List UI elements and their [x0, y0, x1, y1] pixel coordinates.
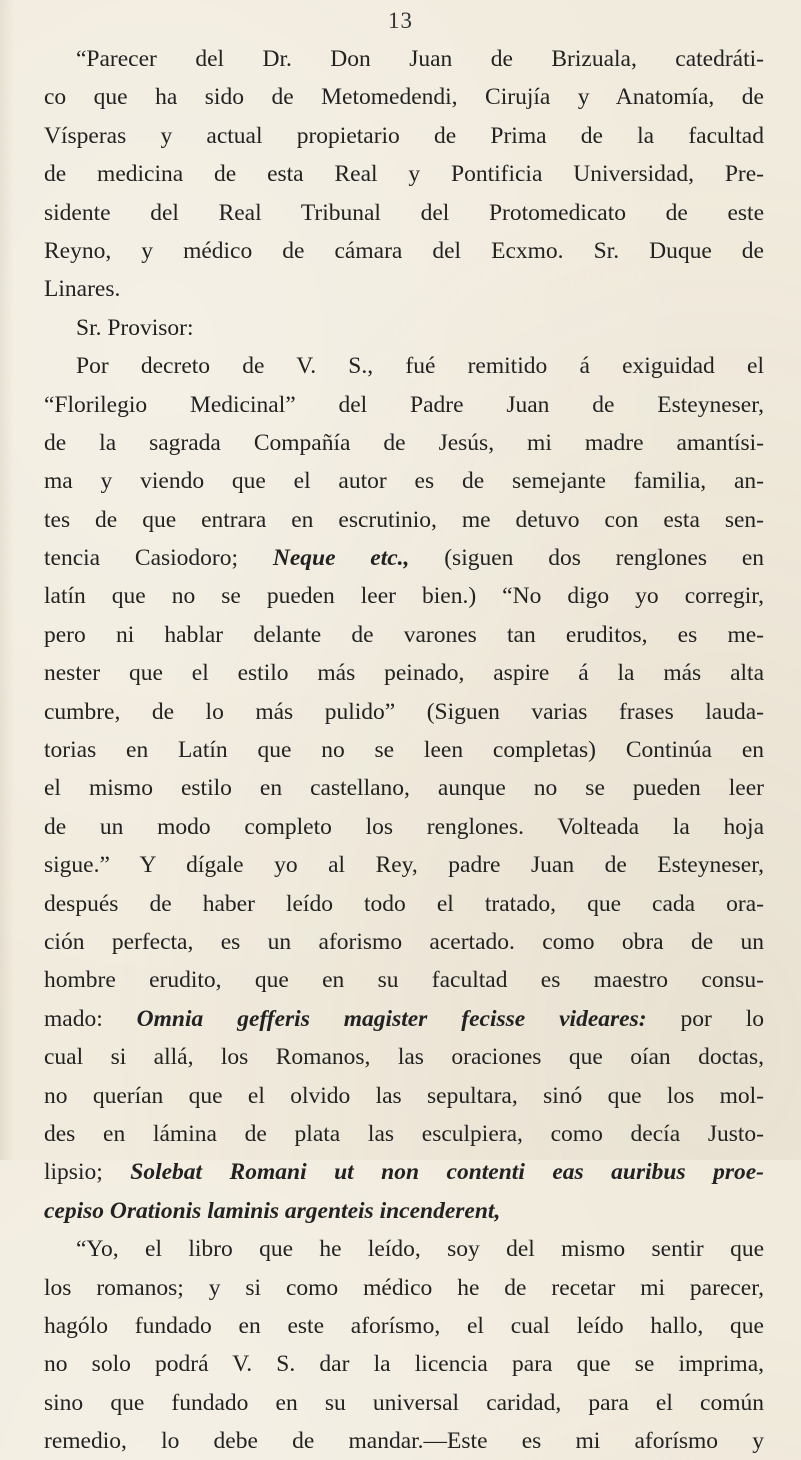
text-line: hombre erudito, que en su facultad es maestro consu-: [44, 967, 764, 994]
text-line: sino que fundado en su universal caridad, para el común: [44, 1389, 764, 1416]
text-line: cepiso Orationis laminis argenteis incenderent,: [44, 1197, 501, 1224]
text-line: ma y viendo que el autor es de semejante familia, an-: [44, 468, 764, 495]
text-line: nester que el estilo más peinado, aspire á la más alta: [44, 660, 764, 687]
text-line: lipsio; Solebat Romani ut non contenti eas auribus proe-: [44, 1159, 764, 1186]
text-line: sidente del Real Tribunal del Protomedicato de este: [44, 199, 764, 226]
text-line: co que ha sido de Metomedendi, Cirujía y Anatomía, de: [44, 84, 764, 111]
text-line: sigue.” Y dígale yo al Rey, padre Juan de Esteyneser,: [44, 852, 764, 879]
text-line: “Florilegio Medicinal” del Padre Juan de Esteyneser,: [44, 391, 764, 418]
page-edge-shadow: [0, 0, 14, 1160]
text-line: “Yo, el libro que he leído, soy del mismo sentir que: [76, 1236, 764, 1263]
text-line: “Parecer del Dr. Don Juan de Brizuala, catedráti-: [76, 46, 764, 72]
text-line: ción perfecta, es un aforismo acertado. como obra de un: [44, 928, 764, 955]
text-line: Vísperas y actual propietario de Prima de la facultad: [44, 122, 764, 149]
text-line: pero ni hablar delante de varones tan eruditos, es me-: [44, 621, 764, 648]
latin-phrase: Solebat Romani ut non contenti eas auribus proe-: [130, 1159, 764, 1186]
text-line: el mismo estilo en castellano, aunque no se pueden leer: [44, 775, 764, 802]
body-text: [44, 40, 764, 1460]
latin-phrase: Neque etc.,: [272, 545, 410, 572]
text-line: Reyno, y médico de cámara del Ecxmo. Sr. Duque de: [44, 237, 764, 264]
text-line: no solo podrá V. S. dar la licencia para que se imprima,: [44, 1351, 764, 1378]
text-line: remedio, lo debe de mandar.—Este es mi aforísmo y: [44, 1428, 764, 1455]
text-line: cual si allá, los Romanos, las oraciones que oían doctas,: [44, 1044, 764, 1071]
text-line: Linares.: [44, 276, 121, 303]
text-line: latín que no se pueden leer bien.) “No digo yo corregir,: [44, 583, 764, 610]
text-line: torias en Latín que no se leen completas) Continúa en: [44, 737, 764, 764]
text-line: los romanos; y si como médico he de recetar mi parecer,: [44, 1274, 764, 1301]
text-line: no querían que el olvido las sepultara, sinó que los mol-: [44, 1082, 764, 1109]
page-number: 13: [388, 8, 413, 33]
text-line: de medicina de esta Real y Pontificia Universidad, Pre-: [44, 161, 764, 188]
text-line: mado: Omnia gefferis magister fecisse videares: por lo: [44, 1005, 764, 1032]
text-line: de la sagrada Compañía de Jesús, mi madre amantísi-: [44, 429, 764, 456]
text-line: después de haber leído todo el tratado, que cada ora-: [44, 890, 764, 917]
latin-phrase: Omnia gefferis magister fecisse videares:: [136, 1005, 647, 1032]
text-line: tencia Casiodoro; Neque etc., (siguen dos renglones en: [44, 545, 765, 572]
text-line: de un modo completo los renglones. Volteada la hoja: [44, 813, 764, 840]
text-line: cumbre, de lo más pulido” (Siguen varias frases lauda-: [44, 698, 764, 725]
text-line: Por decreto de V. S., fué remitido á exiguidad el: [76, 353, 764, 380]
text-line: hagólo fundado en este aforísmo, el cual leído hallo, que: [44, 1312, 764, 1339]
text-line: Sr. Provisor:: [76, 314, 194, 341]
text-line: tes de que entrara en escrutinio, me detuvo con esta sen-: [44, 506, 764, 533]
text-line: des en lámina de plata las esculpiera, como decía Justo-: [44, 1120, 764, 1147]
